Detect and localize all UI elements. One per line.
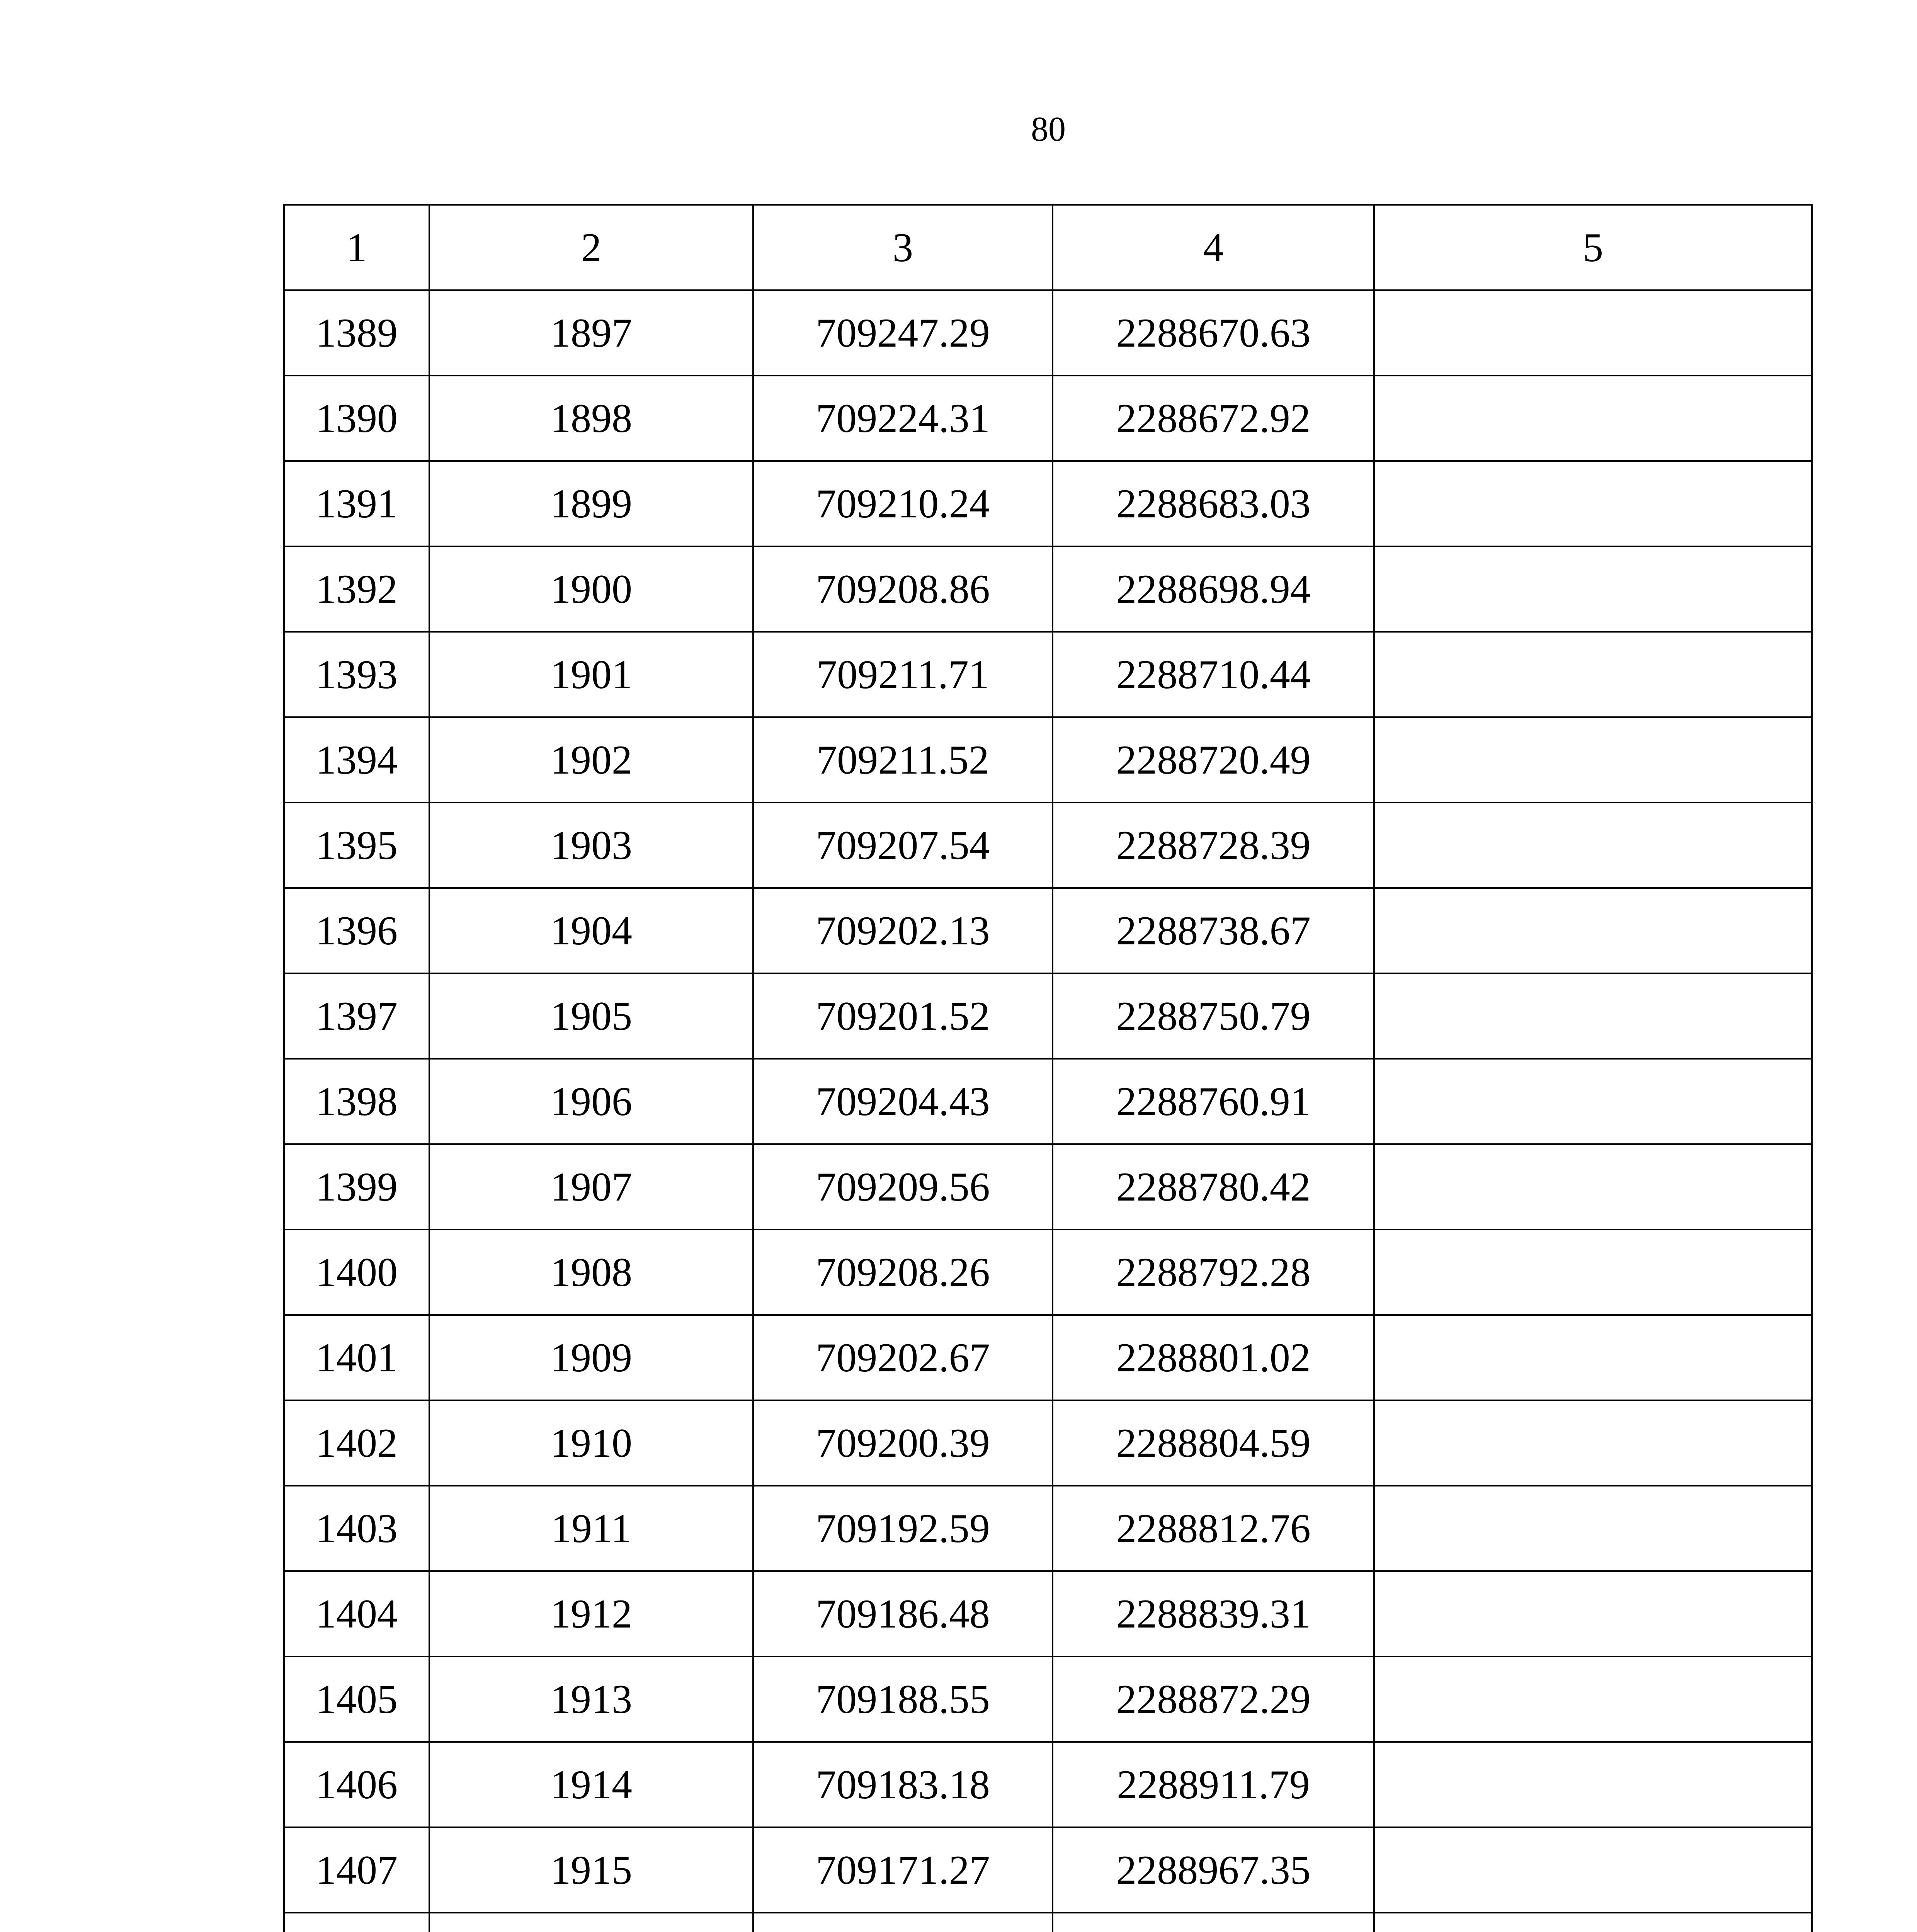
table-header-row bbox=[284, 205, 1812, 290]
table-cell: 709204.43 bbox=[753, 1059, 1053, 1144]
table-cell bbox=[1374, 1230, 1812, 1315]
table-row bbox=[284, 1059, 1812, 1144]
table-row bbox=[284, 1827, 1812, 1913]
table-cell: 709211.71 bbox=[753, 632, 1053, 717]
table-cell: 2288672.92 bbox=[1053, 376, 1374, 461]
table-cell: 1911 bbox=[429, 1486, 753, 1571]
table-cell: 1901 bbox=[429, 632, 753, 717]
table-cell bbox=[284, 1913, 429, 1932]
table-cell: 1898 bbox=[429, 376, 753, 461]
table-cell: 709188.55 bbox=[753, 1656, 1053, 1742]
table-cell bbox=[1374, 376, 1812, 461]
table-cell: 1915 bbox=[429, 1827, 753, 1913]
table-body bbox=[284, 290, 1812, 1932]
table-cell: 1908 bbox=[429, 1230, 753, 1315]
table-cell: 709183.18 bbox=[753, 1742, 1053, 1827]
page-number: 80 bbox=[1031, 110, 1066, 148]
table-cell: 709186.48 bbox=[753, 1571, 1053, 1656]
table-cell: 709192.59 bbox=[753, 1486, 1053, 1571]
table-cell: 1900 bbox=[429, 546, 753, 632]
table-cell bbox=[1374, 1742, 1812, 1827]
column-header: 1 bbox=[284, 205, 429, 290]
table-cell: 2288839.31 bbox=[1053, 1571, 1374, 1656]
table-row bbox=[284, 1742, 1812, 1827]
table-cell bbox=[1053, 1913, 1374, 1932]
table-cell: 1912 bbox=[429, 1571, 753, 1656]
table-cell bbox=[1374, 546, 1812, 632]
table-cell: 1397 bbox=[284, 973, 429, 1059]
table-cell: 1902 bbox=[429, 717, 753, 803]
column-header: 3 bbox=[753, 205, 1053, 290]
table-cell: 2288738.67 bbox=[1053, 888, 1374, 973]
table-row bbox=[284, 461, 1812, 546]
table-cell bbox=[429, 1913, 753, 1932]
table-cell bbox=[1374, 290, 1812, 376]
table-cell: 709202.13 bbox=[753, 888, 1053, 973]
table-row bbox=[284, 803, 1812, 888]
column-header: 2 bbox=[429, 205, 753, 290]
table-cell: 1399 bbox=[284, 1144, 429, 1230]
table-cell: 2288911.79 bbox=[1053, 1742, 1374, 1827]
table-row bbox=[284, 973, 1812, 1059]
column-header: 4 bbox=[1053, 205, 1374, 290]
table-cell bbox=[1374, 803, 1812, 888]
table-row bbox=[284, 632, 1812, 717]
table-cell: 1398 bbox=[284, 1059, 429, 1144]
table-cell: 709208.26 bbox=[753, 1230, 1053, 1315]
table-cell: 1393 bbox=[284, 632, 429, 717]
table-cell: 1903 bbox=[429, 803, 753, 888]
table-cell: 1394 bbox=[284, 717, 429, 803]
table-cell: 1406 bbox=[284, 1742, 429, 1827]
table-cell: 1400 bbox=[284, 1230, 429, 1315]
table-cell: 2288728.39 bbox=[1053, 803, 1374, 888]
table-row bbox=[284, 1230, 1812, 1315]
table-cell: 2288967.35 bbox=[1053, 1827, 1374, 1913]
table-row bbox=[284, 1656, 1812, 1742]
table-cell: 1392 bbox=[284, 546, 429, 632]
table-row bbox=[284, 1913, 1812, 1932]
table-cell: 1396 bbox=[284, 888, 429, 973]
table-cell bbox=[1374, 1913, 1812, 1932]
table-cell bbox=[1374, 1059, 1812, 1144]
table-row bbox=[284, 1144, 1812, 1230]
table-cell: 709224.31 bbox=[753, 376, 1053, 461]
table-cell bbox=[1374, 1656, 1812, 1742]
table-cell: 709208.86 bbox=[753, 546, 1053, 632]
table-cell: 2288683.03 bbox=[1053, 461, 1374, 546]
table-cell: 2288670.63 bbox=[1053, 290, 1374, 376]
table-row bbox=[284, 888, 1812, 973]
table-cell bbox=[1374, 1315, 1812, 1400]
table-cell bbox=[1374, 461, 1812, 546]
table-cell: 2288792.28 bbox=[1053, 1230, 1374, 1315]
table-cell: 1913 bbox=[429, 1656, 753, 1742]
table-cell: 1907 bbox=[429, 1144, 753, 1230]
table-cell: 2288698.94 bbox=[1053, 546, 1374, 632]
table-cell: 1402 bbox=[284, 1400, 429, 1486]
table-cell: 1906 bbox=[429, 1059, 753, 1144]
table-cell: 709209.56 bbox=[753, 1144, 1053, 1230]
table-row bbox=[284, 1315, 1812, 1400]
table-cell: 2288750.79 bbox=[1053, 973, 1374, 1059]
table-cell: 709211.52 bbox=[753, 717, 1053, 803]
table-cell bbox=[1374, 717, 1812, 803]
table-cell bbox=[1374, 1400, 1812, 1486]
table-cell bbox=[1374, 1144, 1812, 1230]
table-cell: 2288812.76 bbox=[1053, 1486, 1374, 1571]
table-cell: 709171.27 bbox=[753, 1827, 1053, 1913]
table-cell: 709207.54 bbox=[753, 803, 1053, 888]
table-cell: 1905 bbox=[429, 973, 753, 1059]
table-cell: 709247.29 bbox=[753, 290, 1053, 376]
table-row bbox=[284, 376, 1812, 461]
table-row bbox=[284, 717, 1812, 803]
table-row bbox=[284, 546, 1812, 632]
column-header: 5 bbox=[1374, 205, 1812, 290]
table-cell: 2288760.91 bbox=[1053, 1059, 1374, 1144]
table-cell: 1909 bbox=[429, 1315, 753, 1400]
table-cell: 1403 bbox=[284, 1486, 429, 1571]
table-cell: 1405 bbox=[284, 1656, 429, 1742]
table-cell bbox=[1374, 888, 1812, 973]
table-cell bbox=[1374, 1486, 1812, 1571]
table-cell: 1391 bbox=[284, 461, 429, 546]
table-cell: 709200.39 bbox=[753, 1400, 1053, 1486]
table-row bbox=[284, 1571, 1812, 1656]
table-cell: 2288804.59 bbox=[1053, 1400, 1374, 1486]
table-cell: 2288720.49 bbox=[1053, 717, 1374, 803]
table-cell bbox=[1374, 632, 1812, 717]
table-cell: 1899 bbox=[429, 461, 753, 546]
coordinates-table bbox=[283, 204, 1813, 1932]
table-cell bbox=[1374, 1827, 1812, 1913]
table-cell: 2288872.29 bbox=[1053, 1656, 1374, 1742]
table-cell: 1910 bbox=[429, 1400, 753, 1486]
table-row bbox=[284, 290, 1812, 376]
table-cell bbox=[753, 1913, 1053, 1932]
table-cell: 1404 bbox=[284, 1571, 429, 1656]
table-cell: 709210.24 bbox=[753, 461, 1053, 546]
table-cell: 709202.67 bbox=[753, 1315, 1053, 1400]
table-cell: 1389 bbox=[284, 290, 429, 376]
table-cell: 1390 bbox=[284, 376, 429, 461]
table-cell: 1904 bbox=[429, 888, 753, 973]
table-row bbox=[284, 1486, 1812, 1571]
table-cell bbox=[1374, 973, 1812, 1059]
table-cell: 1407 bbox=[284, 1827, 429, 1913]
table-cell: 2288710.44 bbox=[1053, 632, 1374, 717]
table-cell: 1914 bbox=[429, 1742, 753, 1827]
table-cell: 1401 bbox=[284, 1315, 429, 1400]
table-cell bbox=[1374, 1571, 1812, 1656]
table-cell: 2288780.42 bbox=[1053, 1144, 1374, 1230]
table-cell: 709201.52 bbox=[753, 973, 1053, 1059]
table-cell: 1897 bbox=[429, 290, 753, 376]
table-cell: 1395 bbox=[284, 803, 429, 888]
table-row bbox=[284, 1400, 1812, 1486]
table-cell: 2288801.02 bbox=[1053, 1315, 1374, 1400]
